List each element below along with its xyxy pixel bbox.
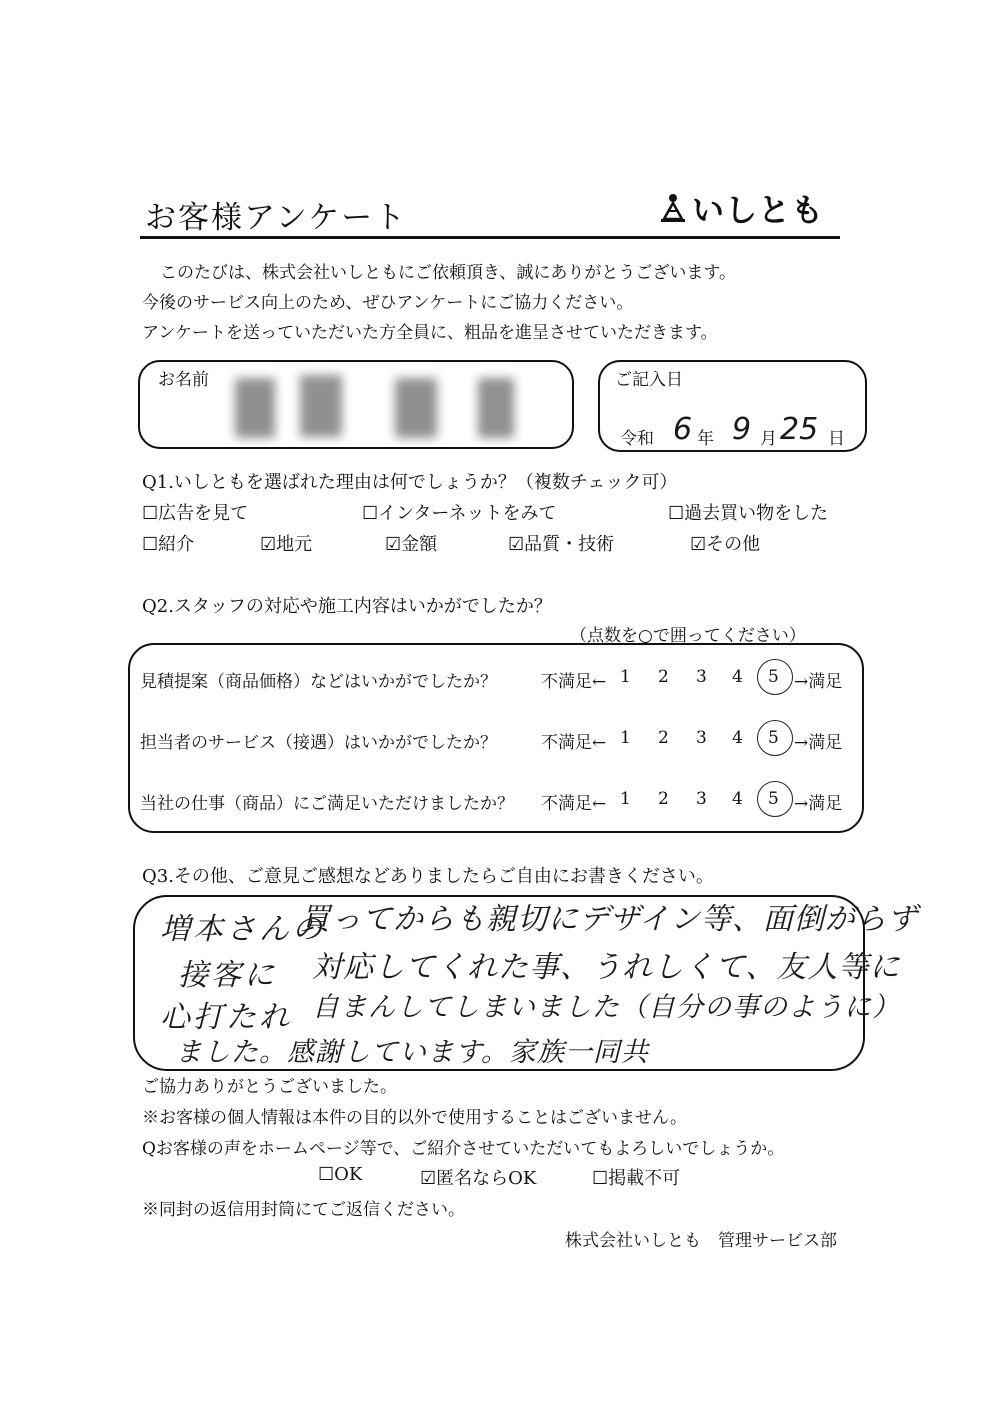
consent-question: Qお客様の声をホームページ等で、ご紹介させていただいてもよろしいでしょうか。 <box>142 1139 785 1159</box>
envelope-note: ※同封の返信用封筒にてご返信ください。 <box>142 1200 465 1220</box>
q1-option-internet[interactable]: ☐インターネットをみて <box>362 503 557 524</box>
q2-row-1-question: 見積提案（商品価格）などはいかがでしたか？ <box>140 672 497 692</box>
q2-row-1-score-5[interactable]: 5 <box>768 667 779 687</box>
q1-option-other[interactable]: ☑その他 <box>690 534 761 555</box>
q2-row-3-question: 当社の仕事（商品）にご満足いただけましたか？ <box>140 794 514 814</box>
date-month-value: 9 <box>732 412 755 447</box>
company-logo <box>660 185 824 231</box>
date-label: ご記入日 <box>615 370 683 390</box>
logo-text: いしとも <box>692 191 825 229</box>
q2-row-1-selected-circle <box>757 659 793 695</box>
q1-option-price[interactable]: ☑金額 <box>385 534 438 555</box>
q3-hand-line-1: 増本さんの <box>160 912 325 947</box>
q1-option-ad[interactable]: ☐広告を見て <box>142 503 249 524</box>
q3-hand-line-6: 自まんしてしまいました（自分の事のように） <box>312 992 900 1023</box>
q2-row-3-selected-circle <box>757 781 793 817</box>
q3-hand-line-3: 接客に <box>178 958 277 993</box>
date-year-value: 6 <box>673 412 696 447</box>
q2-row-3-low: 不満足← <box>541 794 607 814</box>
q2-row-1-score-4[interactable]: 4 <box>732 667 743 687</box>
q2-row-2-selected-circle <box>757 720 793 756</box>
name-label: お名前 <box>158 370 209 390</box>
consent-option-ok[interactable]: ☐OK <box>318 1164 363 1185</box>
thanks-text: ご協力ありがとうございました。 <box>142 1077 397 1097</box>
intro-line-1: このたびは、株式会社いしともにご依頼頂き、誠にありがとうございます。 <box>160 263 736 283</box>
q1-option-local[interactable]: ☑地元 <box>260 534 313 555</box>
privacy-note: ※お客様の個人情報は本件の目的以外で使用することはございません。 <box>142 1108 688 1128</box>
q3-hand-line-7: ました。感謝しています。家族一同共 <box>175 1037 649 1068</box>
company-signature: 株式会社いしとも 管理サービス部 <box>565 1231 837 1251</box>
q2-row-2-score-5[interactable]: 5 <box>768 728 779 748</box>
date-era: 令和 <box>620 429 654 449</box>
q2-row-2-high: →満足 <box>794 733 843 753</box>
q1-option-past-purchase[interactable]: ☐過去買い物をした <box>668 503 829 524</box>
q2-row-1-score-3[interactable]: 3 <box>696 667 707 687</box>
page-title: お客様アンケート <box>145 200 408 236</box>
q2-row-3-score-3[interactable]: 3 <box>696 789 707 809</box>
mountain-logo-icon <box>660 193 686 223</box>
q3-hand-line-5: 心打たれ <box>160 1000 292 1035</box>
title-divider <box>140 236 840 239</box>
q3-question: Q3.その他、ご意見ご感想などありましたらご自由にお書きください。 <box>142 866 714 887</box>
date-day-unit: 日 <box>828 429 845 449</box>
intro-line-3: アンケートを送っていただいた方全員に、粗品を進呈させていただきます。 <box>142 323 718 343</box>
date-day-value: 25 <box>780 412 819 447</box>
consent-option-decline[interactable]: ☐掲載不可 <box>592 1168 681 1189</box>
q2-row-2-score-4[interactable]: 4 <box>732 728 743 748</box>
q2-row-2-low: 不満足← <box>541 733 607 753</box>
q2-row-3-score-1[interactable]: 1 <box>620 789 631 809</box>
q2-row-2-question: 担当者のサービス（接遇）はいかがでしたか？ <box>140 733 497 753</box>
q2-row-1-score-2[interactable]: 2 <box>658 667 669 687</box>
intro-line-2: 今後のサービス向上のため、ぜひアンケートにご協力ください。 <box>142 293 634 313</box>
q2-row-3-score-4[interactable]: 4 <box>732 789 743 809</box>
q2-row-3-score-2[interactable]: 2 <box>658 789 669 809</box>
q2-row-1-score-1[interactable]: 1 <box>620 667 631 687</box>
date-month-unit: 月 <box>760 429 777 449</box>
q2-row-1-low: 不満足← <box>541 672 607 692</box>
q2-row-2-score-3[interactable]: 3 <box>696 728 707 748</box>
date-year-unit: 年 <box>697 429 714 449</box>
q2-row-3-high: →満足 <box>794 794 843 814</box>
q3-hand-line-2: 買ってからも親切にデザイン等、面倒がらず <box>300 902 918 937</box>
q1-question: Q1.いしともを選ばれた理由は何でしょうか？（複数チェック可） <box>142 472 678 493</box>
q2-row-1-high: →満足 <box>794 672 843 692</box>
q1-option-quality[interactable]: ☑品質・技術 <box>508 534 615 555</box>
q2-question: Q2.スタッフの対応や施工内容はいかがでしたか？ <box>142 596 552 617</box>
q2-row-2-score-2[interactable]: 2 <box>658 728 669 748</box>
q2-instruction: （点数を○で囲ってください） <box>570 626 806 646</box>
q2-row-2-score-1[interactable]: 1 <box>620 728 631 748</box>
q1-option-referral[interactable]: ☐紹介 <box>142 534 195 555</box>
q2-row-3-score-5[interactable]: 5 <box>768 789 779 809</box>
q3-hand-line-4: 対応してくれた事、うれしくて、友人等に <box>312 950 901 985</box>
consent-option-anonymous[interactable]: ☑匿名ならOK <box>420 1168 537 1189</box>
